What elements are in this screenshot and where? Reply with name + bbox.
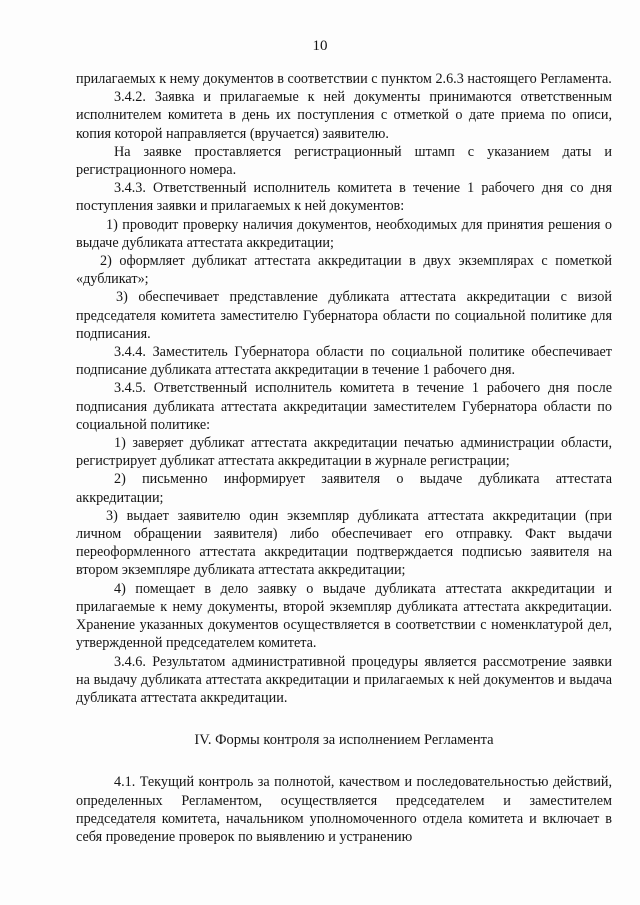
list-item-3-4-3-3: 3) обеспечивает представление дубликата аттестата аккредитации с визой председателя комитета заместителю Губернатора области по социальной политике для подписания.	[76, 289, 612, 342]
page-number: 10	[312, 38, 328, 54]
list-item-3-4-5-4: 4) помещает в дело заявку о выдаче дубликата аттестата аккредитации и прилагаемые к нему документы, второй экземпляр дубликата аттестата аккредитации. Хранение указанных документов осуществляется в соответствии с номенклатурой дел, утвержденной председателем комитета.	[76, 580, 612, 652]
document-body	[76, 70, 612, 846]
list-item-3-4-5-3: 3) выдает заявителю один экземпляр дубликата аттестата аккредитации (при личном обращении заявителя) либо обеспечивает его отправку. Факт выдачи переоформленного аттестата аккредитации подтверждается подписью заявителя на втором экземпляре дубликата аттестата аккредитации;	[76, 507, 612, 579]
paragraph-4-1: 4.1. Текущий контроль за полнотой, качеством и последовательностью действий, определенных Регламентом, осуществляется председателем и заместителем председателя комитета, начальником уполномоченного отдела комитета и включает в себя проведение проверок по выявлению и устранению	[76, 774, 612, 845]
list-item-3-4-3-2: 2) оформляет дубликат аттестата аккредитации в двух экземплярах с пометкой «дубликат»;	[76, 253, 612, 288]
paragraph-3-4-4: 3.4.4. Заместитель Губернатора области по социальной политике обеспечивает подписание дубликата аттестата аккредитации в течение 1 рабочего дня.	[76, 344, 612, 379]
paragraph-continuation: прилагаемых к нему документов в соответствии с пунктом 2.6.3 настоящего Регламента.	[76, 71, 612, 87]
list-item-3-4-3-1: 1) проводит проверку наличия документов, необходимых для принятия решения о выдаче дубликата аттестата аккредитации;	[76, 216, 612, 251]
section-heading: IV. Формы контроля за исполнением Регламента	[194, 732, 494, 749]
paragraph-3-4-5: 3.4.5. Ответственный исполнитель комитета в течение 1 рабочего дня после подписания дубликата аттестата аккредитации заместителем Губернатора области по социальной политике:	[76, 380, 612, 433]
list-item-3-4-5-2: 2) письменно информирует заявителя о выдаче дубликата аттестата аккредитации;	[76, 471, 612, 506]
paragraph-stamp: На заявке проставляется регистрационный штамп с указанием даты и регистрационного номера.	[76, 143, 612, 179]
paragraph-3-4-6: 3.4.6. Результатом административной процедуры является рассмотрение заявки на выдачу дубликата аттестата аккредитации и прилагаемых к ней документов и выдача дубликата аттестата аккредитации.	[76, 653, 612, 706]
paragraph-3-4-3: 3.4.3. Ответственный исполнитель комитета в течение 1 рабочего дня со дня поступления заявки и прилагаемых к ней документов:	[76, 180, 612, 215]
paragraph-3-4-2: 3.4.2. Заявка и прилагаемые к ней документы принимаются ответственным исполнителем комитета в день их поступления с отметкой о дате приема по описи, копия которой направляется (вручается) заявителю.	[76, 89, 612, 142]
list-item-3-4-5-1: 1) заверяет дубликат аттестата аккредитации печатью администрации области, регистрирует дубликат аттестата аккредитации в журнале регистрации;	[76, 435, 612, 470]
